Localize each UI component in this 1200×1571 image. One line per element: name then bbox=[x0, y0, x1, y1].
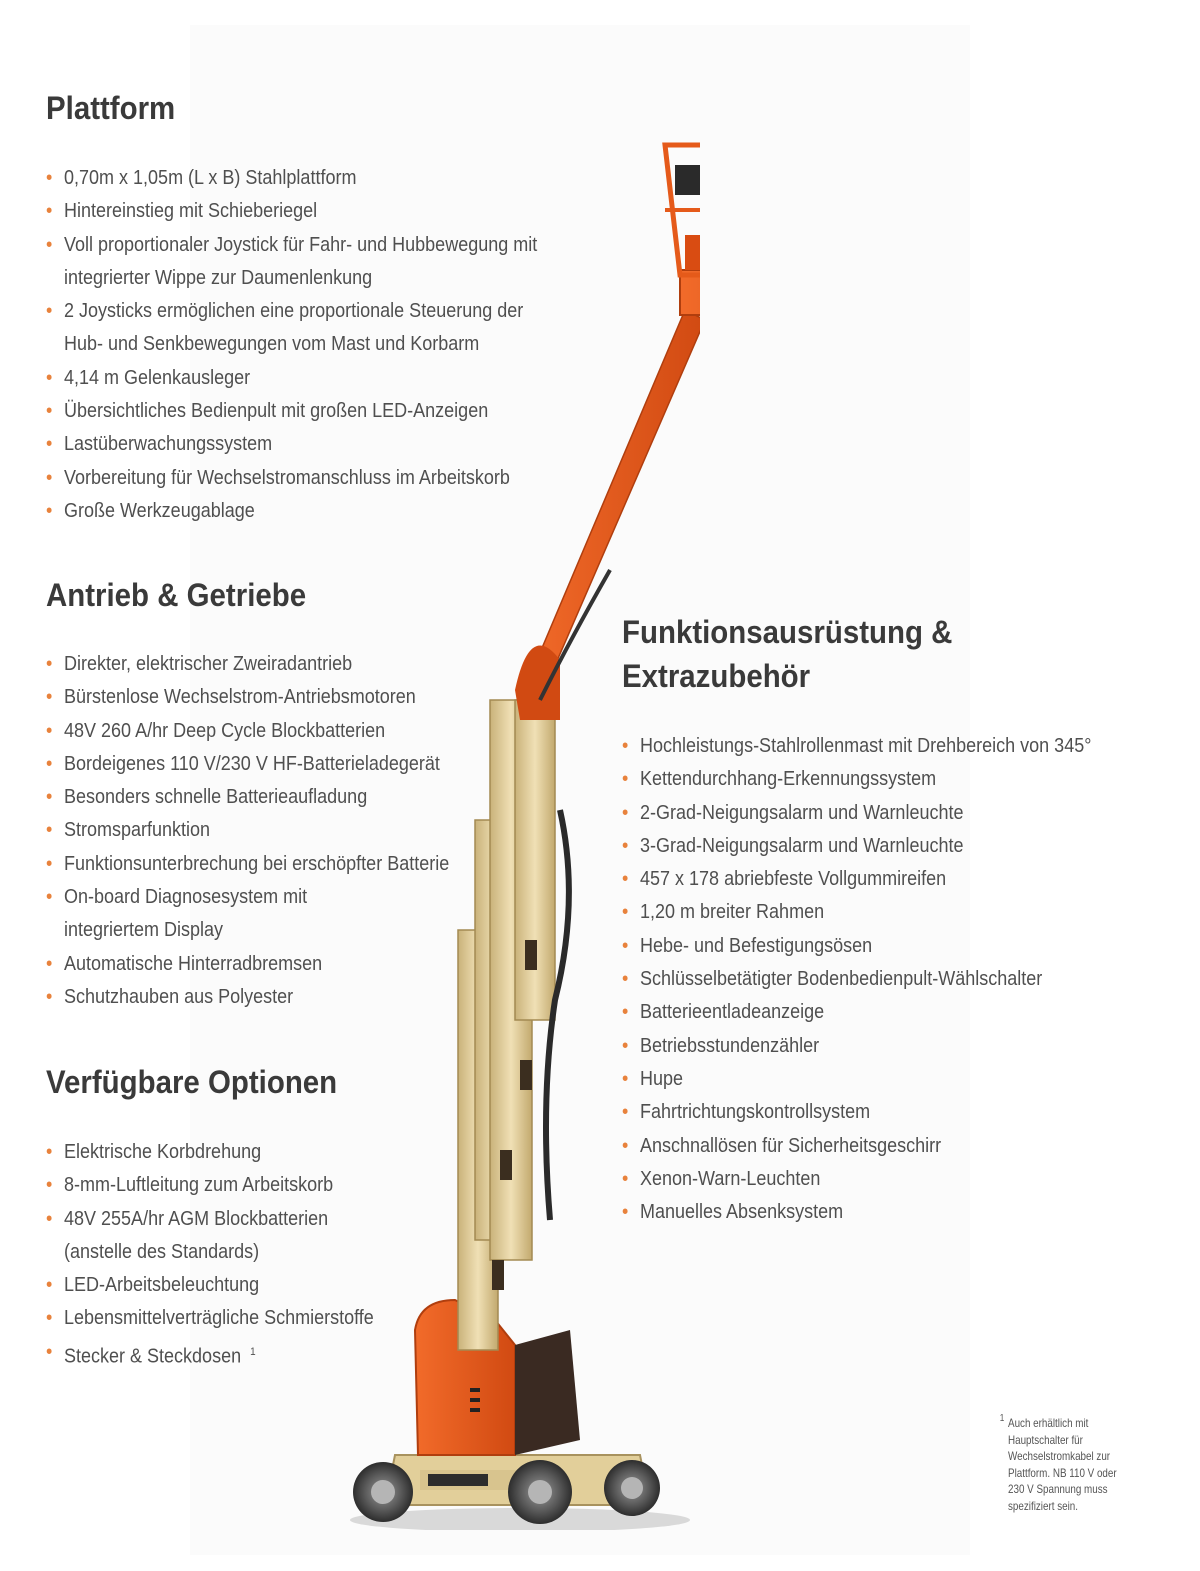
footnote bbox=[999, 1413, 1139, 1514]
list-item: • Manuelles Absenksystem bbox=[622, 1196, 1091, 1229]
funktion-list bbox=[622, 730, 1091, 1229]
footnote-line: Auch erhältlich mit bbox=[1008, 1416, 1089, 1430]
funktion-title-line1: Funktionsausrüstung & bbox=[622, 614, 953, 650]
footnote-line: 230 V Spannung muss bbox=[1008, 1482, 1108, 1496]
list-item: • Funktionsunterbrechung bei erschöpfter Batterie bbox=[46, 848, 449, 881]
list-item: • Kettendurchhang-Erkennungssystem bbox=[622, 763, 1091, 796]
list-item: • Schutzhauben aus Polyester bbox=[46, 981, 449, 1014]
list-item: • 48V 260 A/hr Deep Cycle Blockbatterien bbox=[46, 715, 449, 748]
list-item: • 1,20 m breiter Rahmen bbox=[622, 896, 1091, 929]
list-item: • Hintereinstieg mit Schieberiegel bbox=[46, 195, 537, 228]
plattform-title: Plattform bbox=[46, 90, 176, 126]
optionen-list bbox=[46, 1136, 374, 1374]
list-item: • 0,70m x 1,05m (L x B) Stahlplattform bbox=[46, 162, 537, 195]
list-item: • Lebensmittelverträgliche Schmierstoffe bbox=[46, 1302, 374, 1335]
list-item: • Xenon-Warn-Leuchten bbox=[622, 1163, 1091, 1196]
list-item: • 457 x 178 abriebfeste Vollgummireifen bbox=[622, 863, 1091, 896]
plattform-list bbox=[46, 162, 537, 528]
list-item: • Direkter, elektrischer Zweiradantrieb bbox=[46, 648, 449, 681]
list-item: • Batterieentladeanzeige bbox=[622, 996, 1091, 1029]
footnote-line: spezifiziert sein. bbox=[1008, 1498, 1079, 1513]
list-item-continuation: Hub- und Senkbewegungen vom Mast und Korbarm bbox=[64, 333, 480, 356]
list-item: • Stromsparfunktion bbox=[46, 814, 449, 847]
list-item: • Lastüberwachungssystem bbox=[46, 428, 537, 461]
list-item-continuation: integrierter Wippe zur Daumenlenkung bbox=[64, 266, 373, 289]
list-item: • Bürstenlose Wechselstrom-Antriebsmotoren bbox=[46, 681, 449, 714]
funktion-title-line2: Extrazubehör bbox=[622, 658, 811, 694]
list-item: • Hochleistungs-Stahlrollenmast mit Drehbereich von 345° bbox=[622, 730, 1091, 763]
list-item: • Elektrische Korbdrehung bbox=[46, 1136, 374, 1169]
list-item bbox=[46, 1336, 374, 1374]
list-item: • Automatische Hinterradbremsen bbox=[46, 948, 449, 981]
list-item: • Betriebsstundenzähler bbox=[622, 1030, 1091, 1063]
optionen-title: Verfügbare Optionen bbox=[46, 1064, 338, 1100]
list-item: • Hebe- und Befestigungsösen bbox=[622, 930, 1091, 963]
list-item: • Hupe bbox=[622, 1063, 1091, 1096]
list-item-text: Stecker & Steckdosen bbox=[64, 1345, 242, 1368]
list-item: • 8-mm-Luftleitung zum Arbeitskorb bbox=[46, 1169, 374, 1202]
footnote-mark: 1 bbox=[999, 1413, 1005, 1424]
list-item: • Anschnallösen für Sicherheitsgeschirr bbox=[622, 1130, 1091, 1163]
list-item: • Voll proportionaler Joystick für Fahr- und Hubbewegung mit bbox=[46, 229, 537, 262]
list-item: • 2-Grad-Neigungsalarm und Warnleuchte bbox=[622, 797, 1091, 830]
list-item: • Vorbereitung für Wechselstromanschluss im Arbeitskorb bbox=[46, 462, 537, 495]
antrieb-list bbox=[46, 648, 449, 1014]
list-item: • Große Werkzeugablage bbox=[46, 495, 537, 528]
list-item: • LED-Arbeitsbeleuchtung bbox=[46, 1269, 374, 1302]
list-item: • Übersichtliches Bedienpult mit großen LED-Anzeigen bbox=[46, 395, 537, 428]
footnote-reference: 1 bbox=[250, 1345, 256, 1358]
list-item: • Besonders schnelle Batterieaufladung bbox=[46, 781, 449, 814]
list-item: • 2 Joysticks ermöglichen eine proportionale Steuerung der bbox=[46, 295, 537, 328]
list-item: • On-board Diagnosesystem mit bbox=[46, 881, 449, 914]
antrieb-title: Antrieb & Getriebe bbox=[46, 577, 307, 613]
list-item: • Schlüsselbetätigter Bodenbedienpult-Wählschalter bbox=[622, 963, 1091, 996]
list-item: • 3-Grad-Neigungsalarm und Warnleuchte bbox=[622, 830, 1091, 863]
footnote-line: Hauptschalter für bbox=[1008, 1432, 1083, 1447]
footnote-line: Wechselstromkabel zur bbox=[1008, 1449, 1111, 1463]
list-item: • Fahrtrichtungskontrollsystem bbox=[622, 1096, 1091, 1129]
footnote-line: Plattform. NB 110 V oder bbox=[1008, 1465, 1117, 1480]
list-item: • Bordeigenes 110 V/230 V HF-Batterieladegerät bbox=[46, 748, 449, 781]
list-item: • 4,14 m Gelenkausleger bbox=[46, 362, 537, 395]
list-item: • 48V 255A/hr AGM Blockbatterien bbox=[46, 1203, 374, 1236]
list-item-continuation: integriertem Display bbox=[64, 919, 224, 942]
list-item-continuation: (anstelle des Standards) bbox=[64, 1240, 260, 1263]
